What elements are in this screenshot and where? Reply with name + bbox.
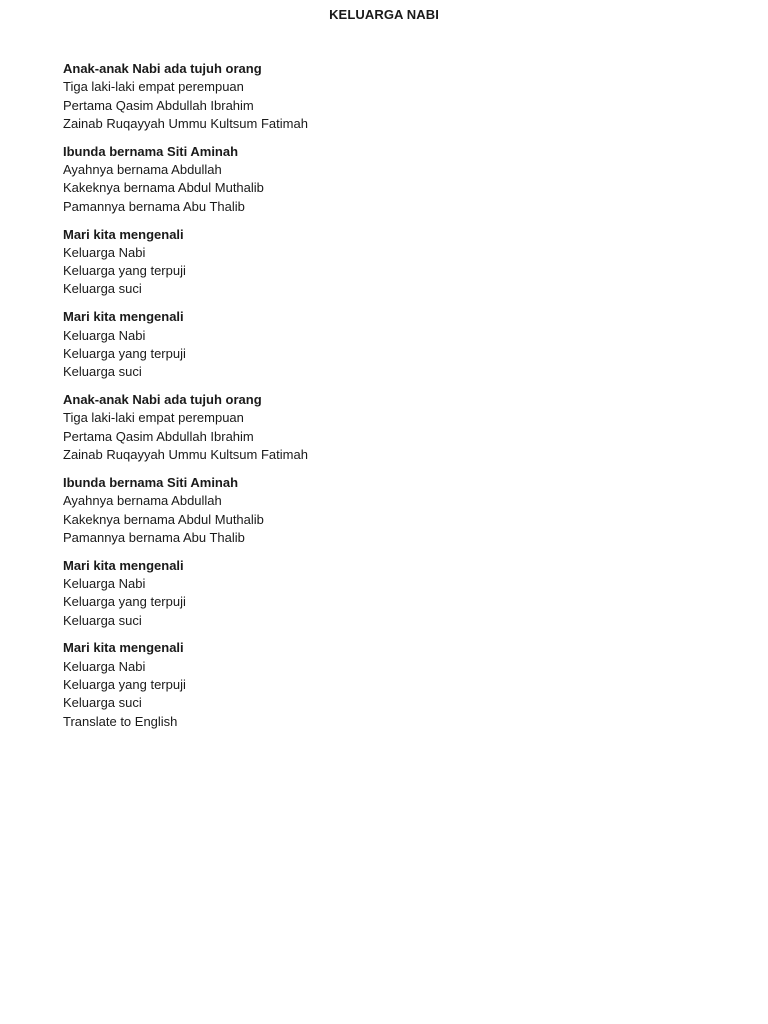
stanza — [63, 639, 743, 712]
stanza-heading: Mari kita mengenali — [63, 226, 184, 242]
stanza — [63, 557, 743, 630]
lyric-line: Keluarga suci — [63, 612, 142, 628]
lyric-line: Keluarga suci — [63, 695, 142, 711]
stanza-heading: Mari kita mengenali — [63, 640, 184, 656]
lyrics-body — [63, 60, 743, 731]
stanza — [63, 391, 743, 464]
lyric-line: Keluarga Nabi — [63, 575, 146, 591]
lyric-line: Kakeknya bernama Abdul Muthalib — [63, 180, 264, 196]
stanza — [63, 226, 743, 299]
lyric-line: Ayahnya bernama Abdullah — [63, 162, 222, 178]
stanza-heading: Mari kita mengenali — [63, 309, 184, 325]
lyric-line: Kakeknya bernama Abdul Muthalib — [63, 511, 264, 527]
lyric-line: Keluarga yang terpuji — [63, 677, 186, 693]
lyric-line: Keluarga Nabi — [63, 658, 146, 674]
stanza-heading: Ibunda bernama Siti Aminah — [63, 143, 239, 159]
lyric-line: Keluarga yang terpuji — [63, 345, 186, 361]
stanza — [63, 308, 743, 381]
stanza-heading: Anak-anak Nabi ada tujuh orang — [63, 61, 262, 76]
stanza — [63, 474, 743, 547]
lyric-line: Keluarga Nabi — [63, 327, 146, 343]
translate-link[interactable]: Translate to English — [63, 713, 178, 729]
lyric-line: Pamannya bernama Abu Thalib — [63, 198, 245, 214]
stanza — [63, 143, 743, 216]
page-title: KELUARGA NABI — [329, 7, 439, 22]
stanza-heading: Ibunda bernama Siti Aminah — [63, 474, 239, 490]
stanza — [63, 60, 743, 133]
stanza-heading: Anak-anak Nabi ada tujuh orang — [63, 392, 262, 408]
lyric-line: Keluarga yang terpuji — [63, 263, 186, 279]
lyric-line: Pertama Qasim Abdullah Ibrahim — [63, 97, 254, 113]
lyric-line: Tiga laki-laki empat perempuan — [63, 79, 244, 95]
lyric-line: Keluarga suci — [63, 364, 142, 380]
lyric-line: Zainab Ruqayyah Ummu Kultsum Fatimah — [63, 115, 308, 131]
lyric-line: Pamannya bernama Abu Thalib — [63, 529, 245, 545]
lyric-line: Ayahnya bernama Abdullah — [63, 493, 222, 509]
lyric-line: Zainab Ruqayyah Ummu Kultsum Fatimah — [63, 447, 308, 463]
lyric-line: Keluarga suci — [63, 281, 142, 297]
lyric-line: Tiga laki-laki empat perempuan — [63, 410, 244, 426]
lyric-line: Pertama Qasim Abdullah Ibrahim — [63, 428, 254, 444]
lyric-line: Keluarga yang terpuji — [63, 594, 186, 610]
stanza-heading: Mari kita mengenali — [63, 557, 184, 573]
lyric-line: Keluarga Nabi — [63, 244, 146, 260]
